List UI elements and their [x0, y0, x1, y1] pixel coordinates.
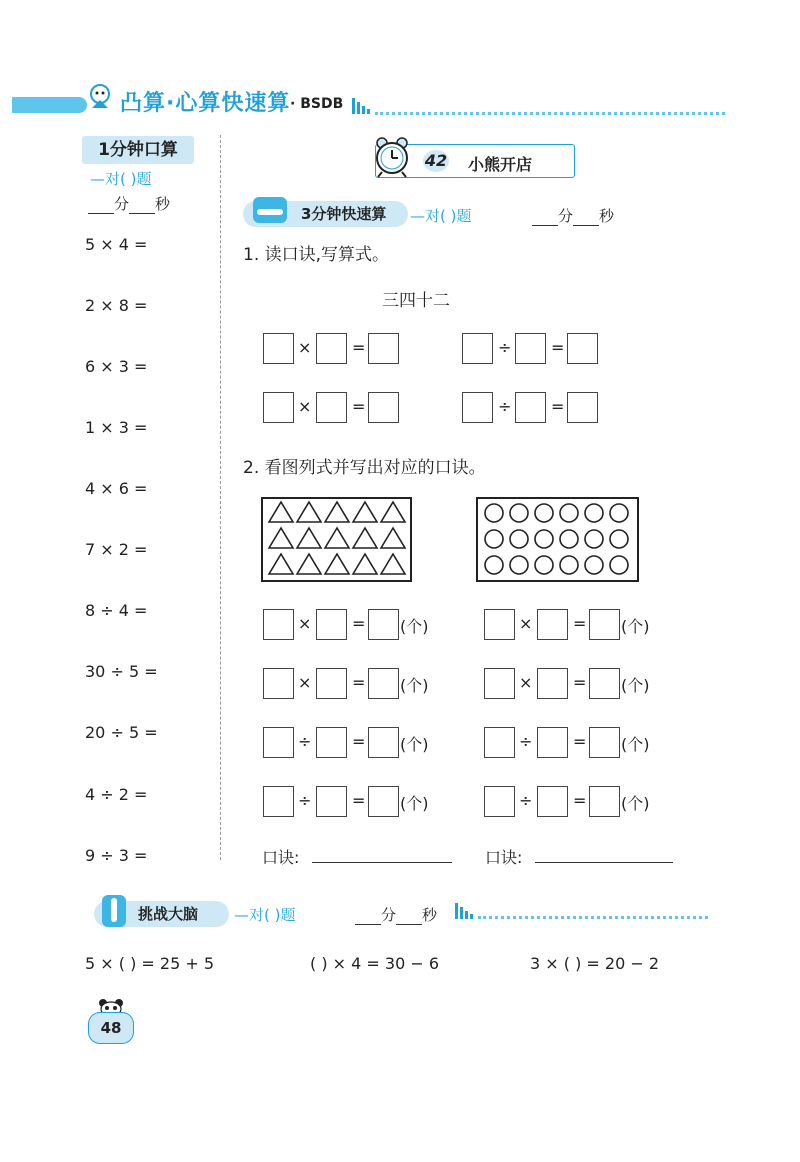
equals-sign: =	[573, 732, 587, 751]
page-number: 48	[88, 1012, 134, 1044]
answer-box[interactable]	[484, 786, 515, 817]
challenge-time-field: 分 秒	[355, 904, 437, 925]
header-dotted-line	[375, 112, 725, 115]
divide-sign: ÷	[498, 338, 512, 357]
answer-box[interactable]	[484, 727, 515, 758]
oral-question: 5 × 4 =	[85, 235, 148, 254]
challenge-minute-blank[interactable]	[355, 910, 381, 925]
triangle-picture	[261, 497, 412, 582]
challenge-correct-count: —对( )题	[234, 906, 296, 924]
answer-box[interactable]	[263, 333, 294, 364]
answer-box[interactable]	[484, 668, 515, 699]
answer-box[interactable]	[263, 392, 294, 423]
oral-correct-count: —对( )题	[90, 170, 152, 188]
rhyme-label-right: 口诀:	[485, 848, 523, 867]
answer-box[interactable]	[537, 786, 568, 817]
divide-sign: ÷	[298, 791, 312, 810]
q1-prompt: 1. 读口诀,写算式。	[243, 245, 390, 265]
rhyme-answer-line-right[interactable]	[535, 862, 673, 863]
oral-question: 7 × 2 =	[85, 540, 148, 559]
answer-box[interactable]	[316, 333, 347, 364]
equals-sign: =	[352, 397, 366, 416]
challenge-problem: ( ) × 4 = 30 − 6	[310, 954, 440, 973]
q2-prompt: 2. 看图列式并写出对应的口诀。	[243, 458, 486, 478]
challenge-problem: 3 × ( ) = 20 − 2	[530, 954, 660, 973]
quick-time-field: 分 秒	[532, 205, 614, 226]
answer-box[interactable]	[589, 609, 620, 640]
answer-box[interactable]	[462, 333, 493, 364]
oral-question: 4 ÷ 2 =	[85, 785, 148, 804]
multiply-sign: ×	[519, 614, 533, 633]
oral-question: 1 × 3 =	[85, 418, 148, 437]
multiply-sign: ×	[298, 673, 312, 692]
equals-sign: =	[352, 791, 366, 810]
lesson-name: 小熊开店	[468, 155, 533, 174]
equals-sign: =	[352, 614, 366, 633]
multiply-sign: ×	[519, 673, 533, 692]
header-bars-icon	[352, 98, 372, 114]
answer-box[interactable]	[537, 668, 568, 699]
answer-box[interactable]	[589, 668, 620, 699]
oral-section-title: 1分钟口算	[82, 136, 194, 164]
alarm-clock-icon	[372, 136, 412, 178]
divide-sign: ÷	[298, 732, 312, 751]
divide-sign: ÷	[519, 732, 533, 751]
answer-box[interactable]	[368, 668, 399, 699]
answer-box[interactable]	[316, 609, 347, 640]
divide-sign: ÷	[519, 791, 533, 810]
equals-sign: =	[551, 397, 565, 416]
answer-box[interactable]	[263, 727, 294, 758]
oral-question: 6 × 3 =	[85, 357, 148, 376]
challenge-section-title: 挑战大脑	[94, 901, 229, 927]
answer-box[interactable]	[589, 727, 620, 758]
quick-minute-blank[interactable]	[532, 211, 558, 226]
answer-box[interactable]	[368, 786, 399, 817]
answer-box[interactable]	[567, 392, 598, 423]
equals-sign: =	[573, 614, 587, 633]
quick-second-blank[interactable]	[573, 211, 599, 226]
oral-question: 2 × 8 =	[85, 296, 148, 315]
unit-label: (个)	[621, 794, 650, 813]
oral-question: 9 ÷ 3 =	[85, 846, 148, 865]
answer-box[interactable]	[567, 333, 598, 364]
oral-second-blank[interactable]	[129, 199, 155, 214]
answer-box[interactable]	[484, 609, 515, 640]
circle-picture	[476, 497, 639, 582]
answer-box[interactable]	[368, 392, 399, 423]
answer-box[interactable]	[263, 668, 294, 699]
quick-correct-count: —对( )题	[410, 207, 472, 225]
answer-box[interactable]	[537, 727, 568, 758]
mascot-icon	[86, 82, 114, 112]
answer-box[interactable]	[515, 392, 546, 423]
unit-label: (个)	[621, 735, 650, 754]
multiply-sign: ×	[298, 397, 312, 416]
column-divider	[220, 135, 221, 860]
oral-time-field	[88, 193, 170, 214]
unit-label: (个)	[621, 617, 650, 636]
multiply-sign: ×	[298, 614, 312, 633]
answer-box[interactable]	[263, 786, 294, 817]
giraffe-icon	[102, 895, 126, 927]
answer-box[interactable]	[316, 727, 347, 758]
header-title: 凸算·心算快速算	[120, 91, 291, 116]
multiply-sign: ×	[298, 338, 312, 357]
equals-sign: =	[352, 673, 366, 692]
rhyme-answer-line-left[interactable]	[312, 862, 452, 863]
equals-sign: =	[352, 732, 366, 751]
answer-box[interactable]	[368, 727, 399, 758]
quick-section-title: 3分钟快速算	[243, 201, 408, 227]
answer-box[interactable]	[462, 392, 493, 423]
oral-question: 30 ÷ 5 =	[85, 662, 158, 681]
divide-sign: ÷	[498, 397, 512, 416]
unit-label: (个)	[400, 794, 429, 813]
unit-label: (个)	[400, 676, 429, 695]
unit-label: (个)	[621, 676, 650, 695]
oral-minute-blank[interactable]	[88, 199, 114, 214]
triangle-grid	[263, 499, 410, 580]
oral-question: 20 ÷ 5 =	[85, 723, 158, 742]
shoe-icon	[253, 197, 287, 223]
equals-sign: =	[352, 338, 366, 357]
oral-second-unit: 秒	[155, 195, 171, 213]
rhyme-label-left: 口诀:	[262, 848, 300, 867]
challenge-problem: 5 × ( ) = 25 + 5	[85, 954, 215, 973]
equals-sign: =	[573, 673, 587, 692]
equals-sign: =	[573, 791, 587, 810]
oral-question: 8 ÷ 4 =	[85, 601, 148, 620]
challenge-dotted-line	[478, 916, 708, 919]
answer-box[interactable]	[589, 786, 620, 817]
oral-question: 4 × 6 =	[85, 479, 148, 498]
answer-box[interactable]	[316, 786, 347, 817]
answer-box[interactable]	[263, 609, 294, 640]
answer-box[interactable]	[537, 609, 568, 640]
answer-box[interactable]	[316, 668, 347, 699]
oral-minute-unit: 分	[114, 195, 130, 213]
equals-sign: =	[551, 338, 565, 357]
circle-grid	[478, 499, 637, 580]
answer-box[interactable]	[515, 333, 546, 364]
unit-label: (个)	[400, 617, 429, 636]
header-band	[12, 97, 87, 113]
header-series: · BSDB	[290, 96, 344, 112]
challenge-second-blank[interactable]	[396, 910, 422, 925]
answer-box[interactable]	[368, 609, 399, 640]
unit-label: (个)	[400, 735, 429, 754]
answer-box[interactable]	[316, 392, 347, 423]
q1-rhyme: 三四十二	[382, 291, 450, 311]
lesson-number: 42	[424, 151, 448, 170]
challenge-bars-icon	[455, 903, 475, 919]
answer-box[interactable]	[368, 333, 399, 364]
